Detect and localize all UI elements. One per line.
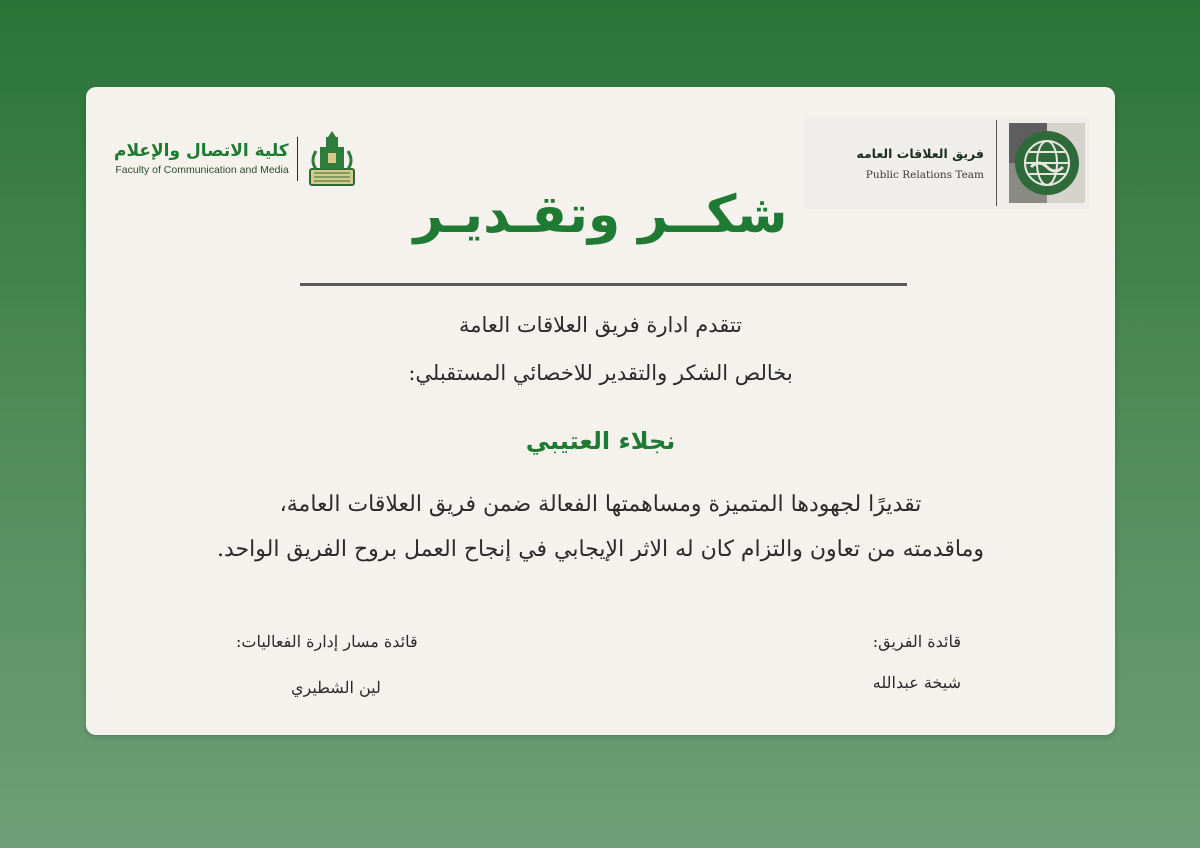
events-leader-title: قائدة مسار إدارة الفعاليات: — [236, 632, 418, 651]
pr-team-name-block — [856, 146, 984, 181]
pr-team-name-arabic: فريق العلاقات العامه — [856, 145, 984, 161]
honoree-name: نجلاء العتيبي — [525, 427, 676, 455]
faculty-logo — [114, 129, 358, 189]
body-line-2: وماقدمته من تعاون والتزام كان له الاثر الإيجابي في إنجاح العمل بروح الفريق الواحد. — [217, 537, 984, 562]
certificate-card — [86, 87, 1115, 735]
faculty-name-block — [114, 142, 289, 176]
faculty-name-arabic: كلية الاتصال والإعلام — [114, 141, 289, 162]
university-emblem-icon — [306, 129, 358, 189]
certificate-title: شكــر وتقـديـر — [413, 185, 788, 245]
title-underline — [300, 283, 907, 286]
faculty-name-english: Faculty of Communication and Media — [115, 163, 289, 176]
pr-team-name-english: Public Relations Team — [865, 168, 984, 181]
faculty-logo-divider — [297, 137, 298, 181]
intro-line-2: بخالص الشكر والتقدير للاخصائي المستقبلي: — [408, 361, 793, 385]
team-leader-title: قائدة الفريق: — [872, 632, 961, 651]
body-line-1: تقديرًا لجهودها المتميزة ومساهمتها الفعالة ضمن فريق العلاقات العامة، — [279, 492, 922, 517]
team-leader-name: شيخة عبدالله — [872, 673, 961, 692]
events-leader-name: لين الشطيري — [291, 678, 381, 697]
intro-line-1: تتقدم ادارة فريق العلاقات العامة — [458, 313, 743, 337]
